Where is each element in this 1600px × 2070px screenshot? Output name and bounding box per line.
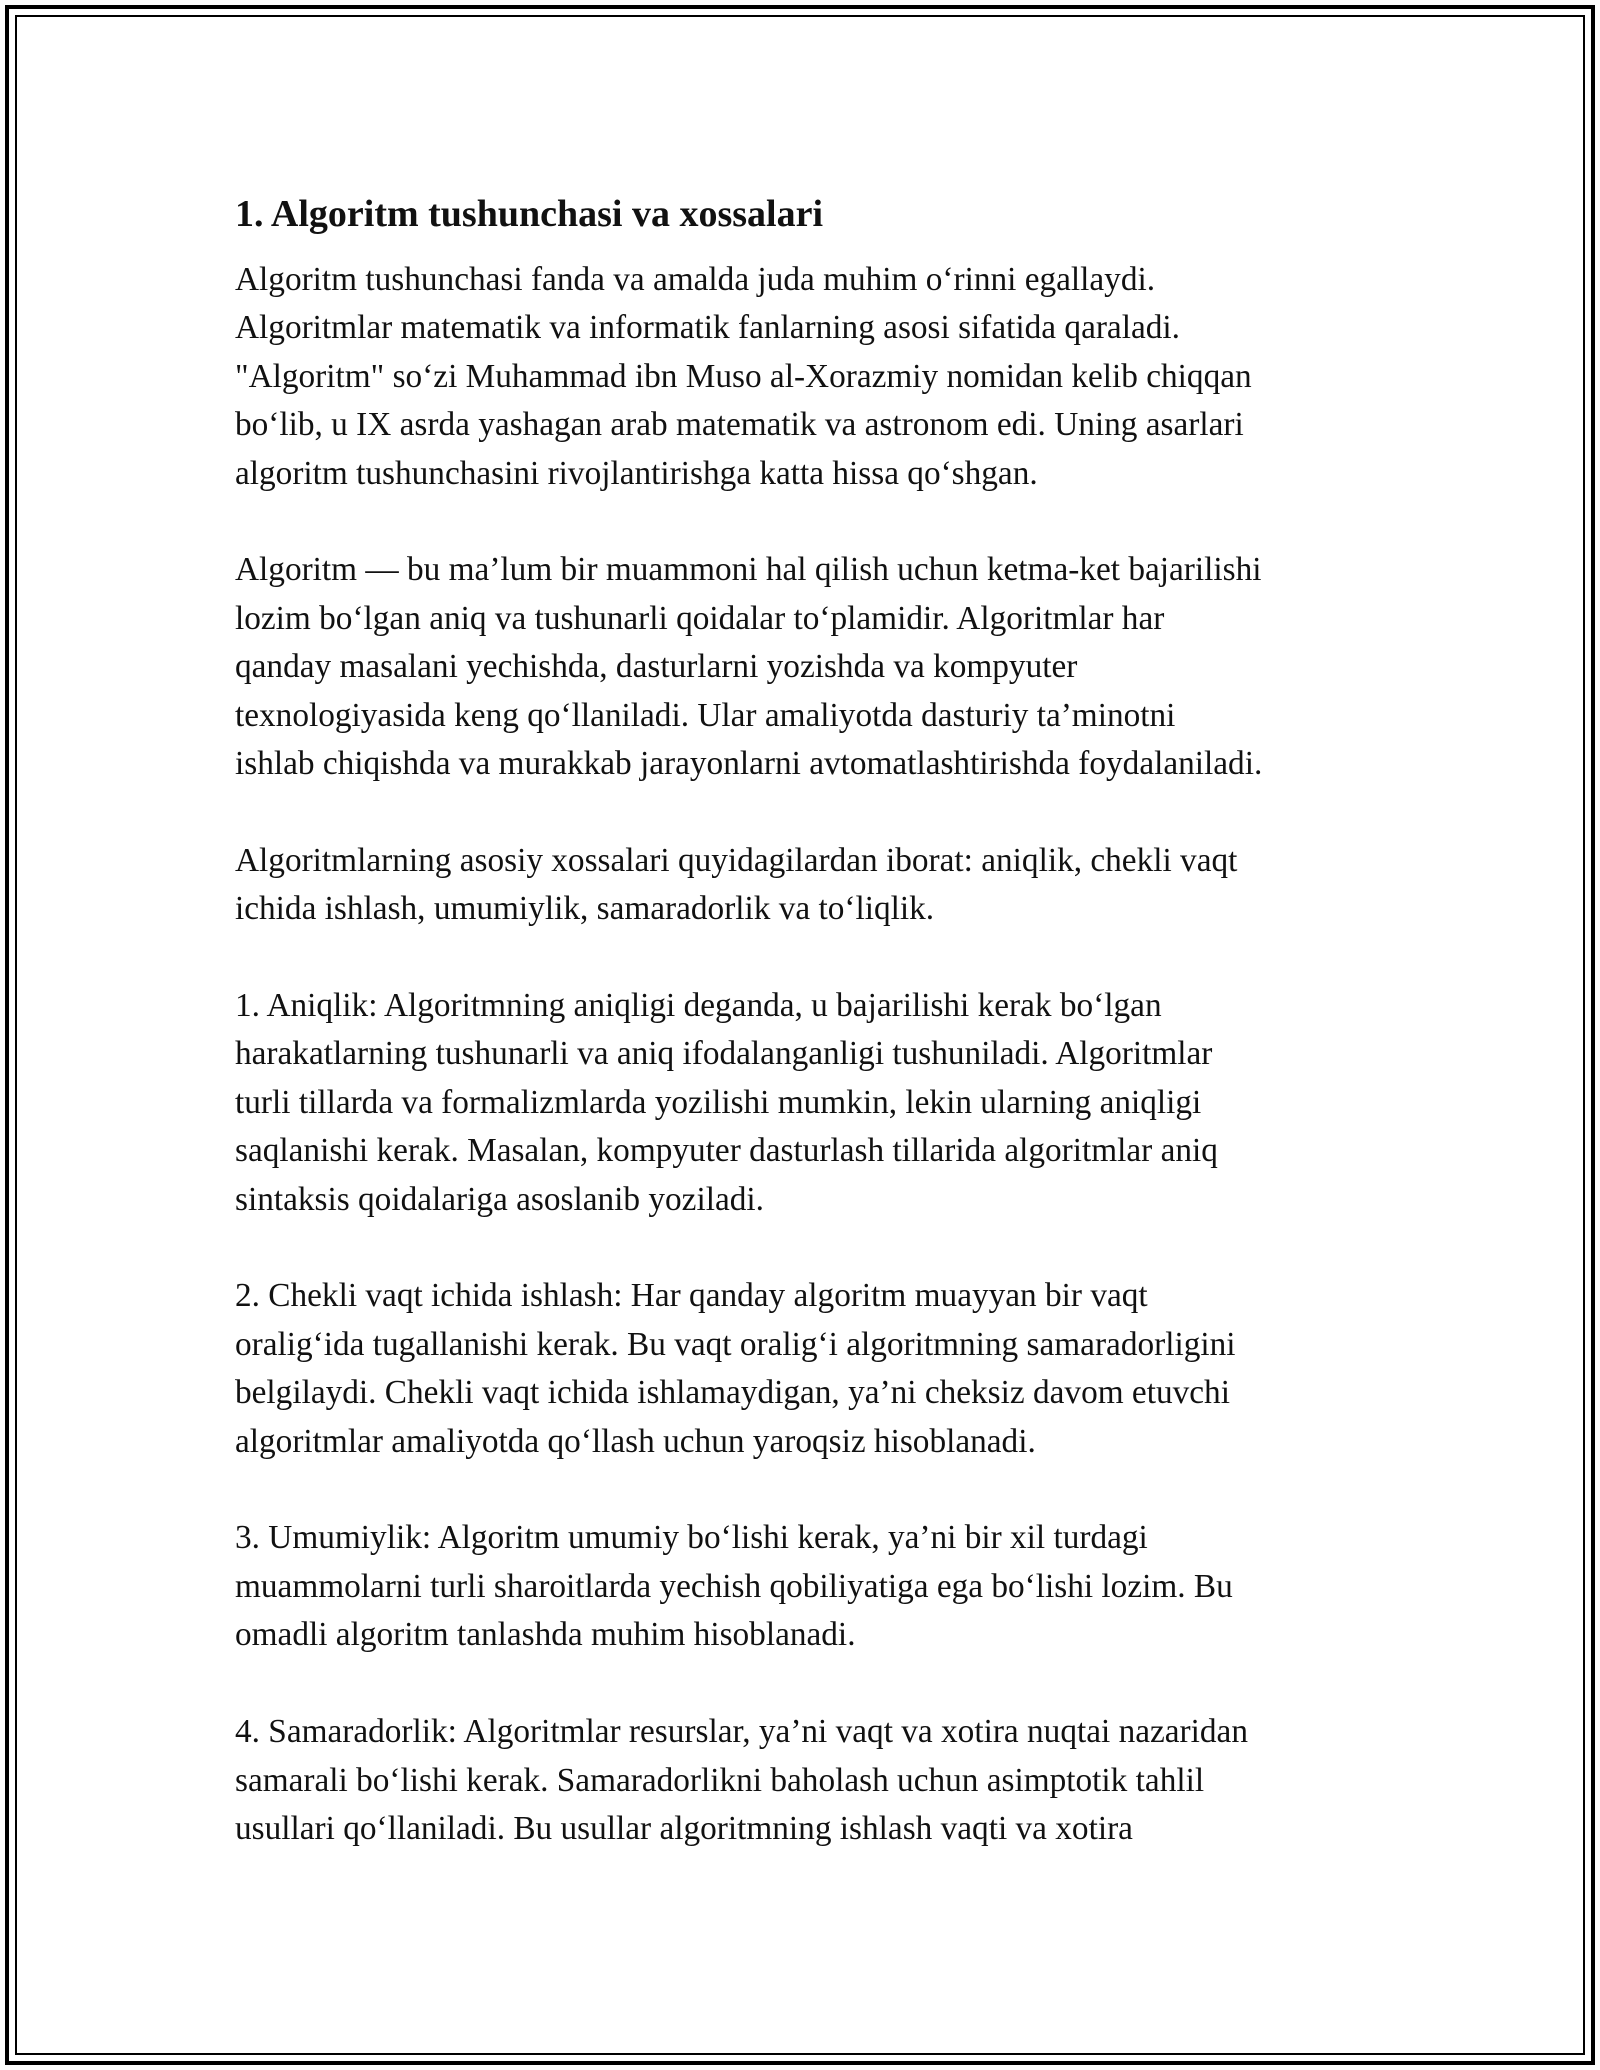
paragraph <box>235 546 1375 788</box>
text-line: bo‘lib, u IX asrda yashagan arab matematik va astronom edi. Uning asarlari <box>235 406 1244 444</box>
text-line: ishlab chiqishda va murakkab jarayonlarni avtomatlashtirishda foydalaniladi. <box>235 745 1263 783</box>
text-line: algoritm tushunchasini rivojlantirishga katta hissa qo‘shgan. <box>235 454 1038 492</box>
text-line: texnologiyasida keng qo‘llaniladi. Ular amaliyotda dasturiy ta’minotni <box>235 696 1176 734</box>
text-line: qanday masalani yechishda, dasturlarni yozishda va kompyuter <box>235 648 1078 686</box>
text-line: sintaksis qoidalariga asoslanib yoziladi. <box>235 1180 764 1218</box>
text-line: samarali bo‘lishi kerak. Samaradorlikni baholash uchun asimptotik tahlil <box>235 1761 1205 1799</box>
text-line: omadli algoritm tanlashda muhim hisoblanadi. <box>235 1616 856 1654</box>
text-line: Algoritm — bu ma’lum bir muammoni hal qilish uchun ketma-ket bajarilishi <box>235 551 1262 589</box>
text-line: lozim bo‘lgan aniq va tushunarli qoidalar to‘plamidir. Algoritmlar har <box>235 599 1165 637</box>
text-line: belgilaydi. Chekli vaqt ichida ishlamaydigan, ya’ni cheksiz davom etuvchi <box>235 1374 1230 1412</box>
text-line: ichida ishlash, umumiylik, samaradorlik va to‘liqlik. <box>235 890 935 928</box>
text-line: usullari qo‘llaniladi. Bu usullar algoritmning ishlash vaqti va xotira <box>235 1809 1133 1847</box>
paragraph <box>235 1272 1375 1466</box>
text-line: harakatlarning tushunarli va aniq ifodalanganligi tushuniladi. Algoritmlar <box>235 1035 1213 1073</box>
paragraph <box>235 982 1375 1224</box>
text-line: Algoritm tushunchasi fanda va amalda juda muhim o‘rinni egallaydi. <box>235 261 1156 298</box>
text-line: oralig‘ida tugallanishi kerak. Bu vaqt oralig‘i algoritmning samaradorligini <box>235 1325 1236 1363</box>
section-heading: 1. Algoritm tushunchasi va xossalari <box>235 193 824 235</box>
text-line: 1. Aniqlik: Algoritmning aniqligi deganda, u bajarilishi kerak bo‘lgan <box>235 987 1162 1025</box>
text-line: turli tillarda va formalizmlarda yozilishi mumkin, lekin ularning aniqligi <box>235 1083 1202 1121</box>
paragraph <box>235 1708 1375 1853</box>
text-line: 2. Chekli vaqt ichida ishlash: Har qanday algoritm muayyan bir vaqt <box>235 1277 1148 1315</box>
text-line: Algoritmlar matematik va informatik fanlarning asosi sifatida qaraladi. <box>235 309 1180 347</box>
paragraph <box>235 837 1375 934</box>
document-body <box>235 256 1375 1853</box>
paragraph <box>235 1514 1375 1659</box>
paragraph <box>235 256 1375 498</box>
text-line: algoritmlar amaliyotda qo‘llash uchun yaroqsiz hisoblanadi. <box>235 1422 1036 1460</box>
document-page <box>235 188 1375 1853</box>
text-line: "Algoritm" so‘zi Muhammad ibn Muso al-Xorazmiy nomidan kelib chiqqan <box>235 357 1252 395</box>
text-line: Algoritmlarning asosiy xossalari quyidagilardan iborat: aniqlik, chekli vaqt <box>235 841 1238 879</box>
text-line: muammolarni turli sharoitlarda yechish qobiliyatiga ega bo‘lishi lozim. Bu <box>235 1567 1233 1605</box>
text-line: saqlanishi kerak. Masalan, kompyuter dasturlash tillarida algoritmlar aniq <box>235 1132 1218 1170</box>
text-line: 4. Samaradorlik: Algoritmlar resurslar, ya’ni vaqt va xotira nuqtai nazaridan <box>235 1713 1248 1751</box>
text-line: 3. Umumiylik: Algoritm umumiy bo‘lishi kerak, ya’ni bir xil turdagi <box>235 1519 1148 1557</box>
